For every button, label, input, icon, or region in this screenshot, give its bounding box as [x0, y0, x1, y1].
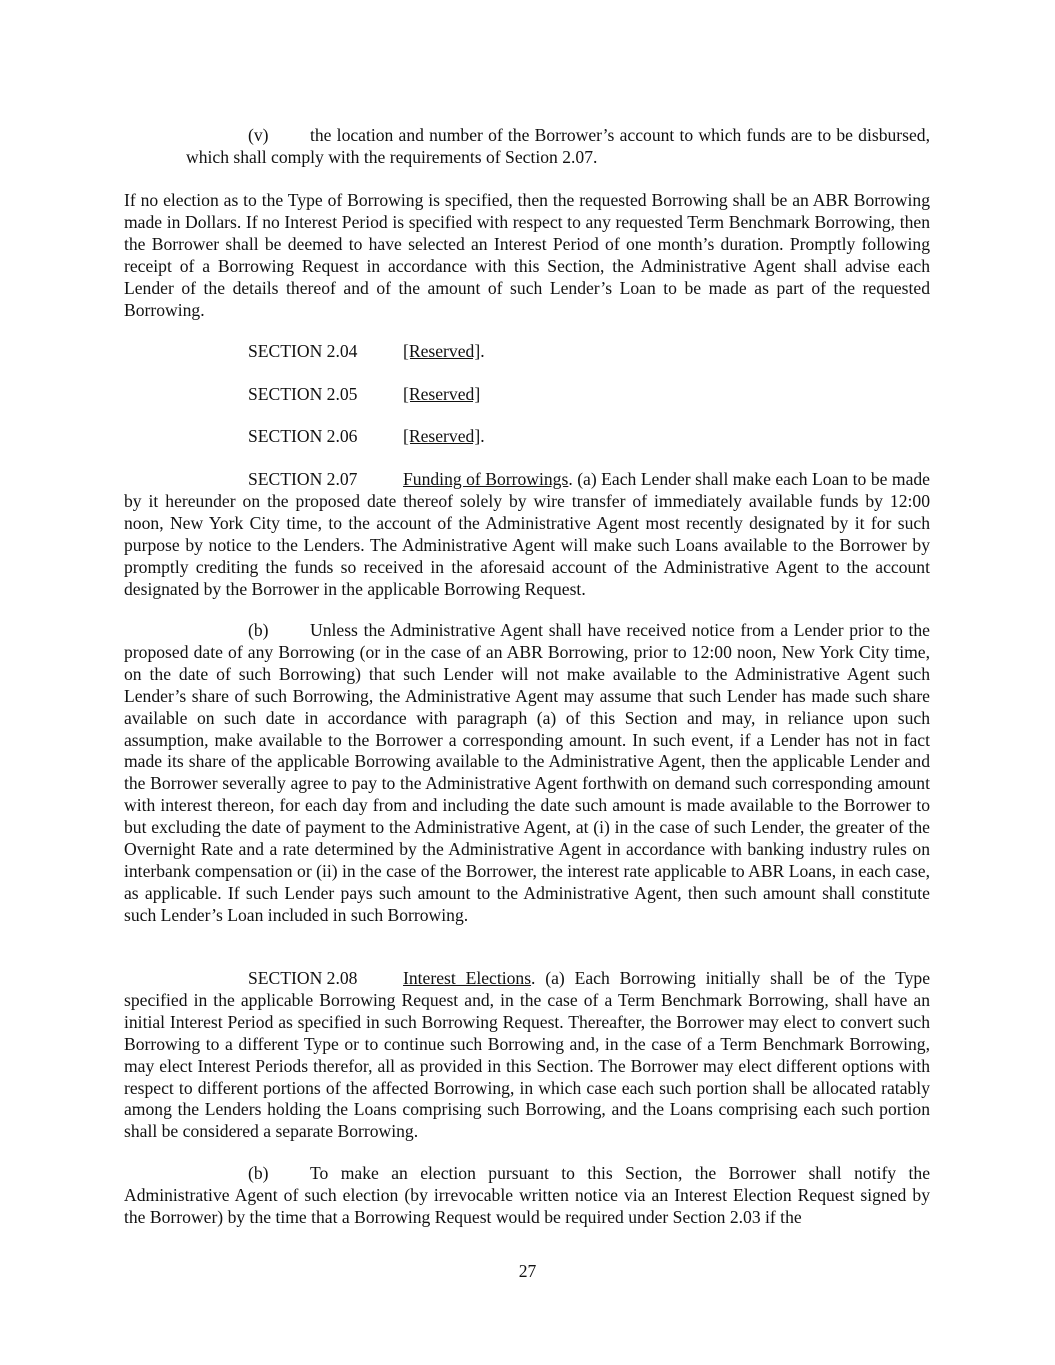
section-number: SECTION 2.06: [248, 426, 358, 446]
section-2-04: [248, 341, 485, 363]
section-number: SECTION 2.08: [248, 968, 358, 988]
section-text: . (a) Each Lender shall make each Loan to be made by it hereunder on the proposed date thereof solely by wire transfer of immediately available funds by 12:00 noon, New York City time, to the account of the Administrative Agent most recently designated by it for such purpose by notice to the Lenders. The Administrative Agent will make such Loans available to the Borrower by promptly crediting the funds so received in the aforesaid account of the Administrative Agent to the account designated by the Borrower in the applicable Borrowing Request.: [124, 469, 930, 599]
clause-marker: (b): [248, 1163, 269, 1183]
section-title: [Reserved]: [403, 384, 481, 404]
section-2-06: [248, 426, 485, 448]
clause-text: To make an election pursuant to this Section, the Borrower shall notify the Administrative Agent of such election (by irrevocable written notice via an Interest Election Request signed by the Borrower) by the time that a Borrowing Request would be required under Section 2.03 if the: [124, 1163, 930, 1227]
section-number: SECTION 2.07: [248, 469, 358, 489]
section-2-05: [248, 384, 480, 406]
clause-marker: (v): [248, 125, 269, 145]
section-2-08: [124, 968, 930, 1143]
section-title-trail: .: [480, 341, 485, 361]
section-title: [Reserved]: [403, 426, 481, 446]
section-text: . (a) Each Borrowing initially shall be of the Type specified in the applicable Borrowing Request and, in the case of a Term Benchmark Borrowing, shall have an initial Interest Period as specified in such Borrowing Request. Thereafter, the Borrower may elect to convert such Borrowing to a different Type or to continue such Borrowing and, in the case of a Term Benchmark Borrowing, may elect Interest Periods therefor, all as provided in this Section. The Borrower may elect different options with respect to different portions of the affected Borrowing, in which case each such portion shall be allocated ratably among the Lenders holding the Loans comprising such Borrowing, and the Loans comprising each such portion shall be considered a separate Borrowing.: [124, 968, 930, 1142]
section-2-07: [124, 469, 930, 600]
section-number: SECTION 2.05: [248, 384, 358, 404]
section-number: SECTION 2.04: [248, 341, 358, 361]
section-title: Interest Elections: [403, 968, 532, 988]
page-number: 27: [518, 1261, 537, 1281]
clause-text: the location and number of the Borrower’s account to which funds are to be disbursed, which shall comply with the requirements of Section 2.07.: [186, 125, 930, 167]
clause-marker: (b): [248, 620, 269, 640]
clause-text: Unless the Administrative Agent shall have received notice from a Lender prior to the proposed date of any Borrowing (or in the case of an ABR Borrowing, prior to 12:00 noon, New York City time, on the date of such Borrowing) that such Lender will not make available to the Administrative Agent such Lender’s share of such Borrowing, the Administrative Agent may assume that such Lender has made such share available on such date in accordance with paragraph (a) of this Section and may, in reliance upon such assumption, make available to the Borrower a corresponding amount. In such event, if a Lender has not in fact made its share of the applicable Borrowing available to the Administrative Agent, then the applicable Lender and the Borrower severally agree to pay to the Administrative Agent forthwith on demand such corresponding amount with interest thereon, for each day from and including the date such amount is made available to the Borrower to but excluding the date of payment to the Administrative Agent, at (i) in the case of such Lender, the greater of the Overnight Rate and a rate determined by the Administrative Agent in accordance with banking industry rules on interbank compensation or (ii) in the case of the Borrower, the interest rate applicable to ABR Loans, in each case, as applicable. If such Lender pays such amount to the Administrative Agent, then such amount shall constitute such Lender’s Loan included in such Borrowing.: [124, 620, 930, 925]
section-2-07-b: [124, 620, 930, 927]
section-title: Funding of Borrowings: [403, 469, 569, 489]
paragraph-no-election: If no election as to the Type of Borrowing is specified, then the requested Borrowing shall be an ABR Borrowing made in Dollars. If no Interest Period is specified with respect to any requested Term Benchmark Borrowing, then the Borrower shall be deemed to have selected an Interest Period of one month’s duration. Promptly following receipt of a Borrowing Request in accordance with this Section, the Administrative Agent shall advise each Lender of the details thereof and of the amount of such Lender’s Loan to be made as part of the requested Borrowing.: [124, 190, 930, 320]
section-title: [Reserved]: [403, 341, 481, 361]
clause-v: [186, 125, 930, 169]
section-2-08-b: [124, 1163, 930, 1229]
section-title-trail: .: [480, 426, 485, 446]
